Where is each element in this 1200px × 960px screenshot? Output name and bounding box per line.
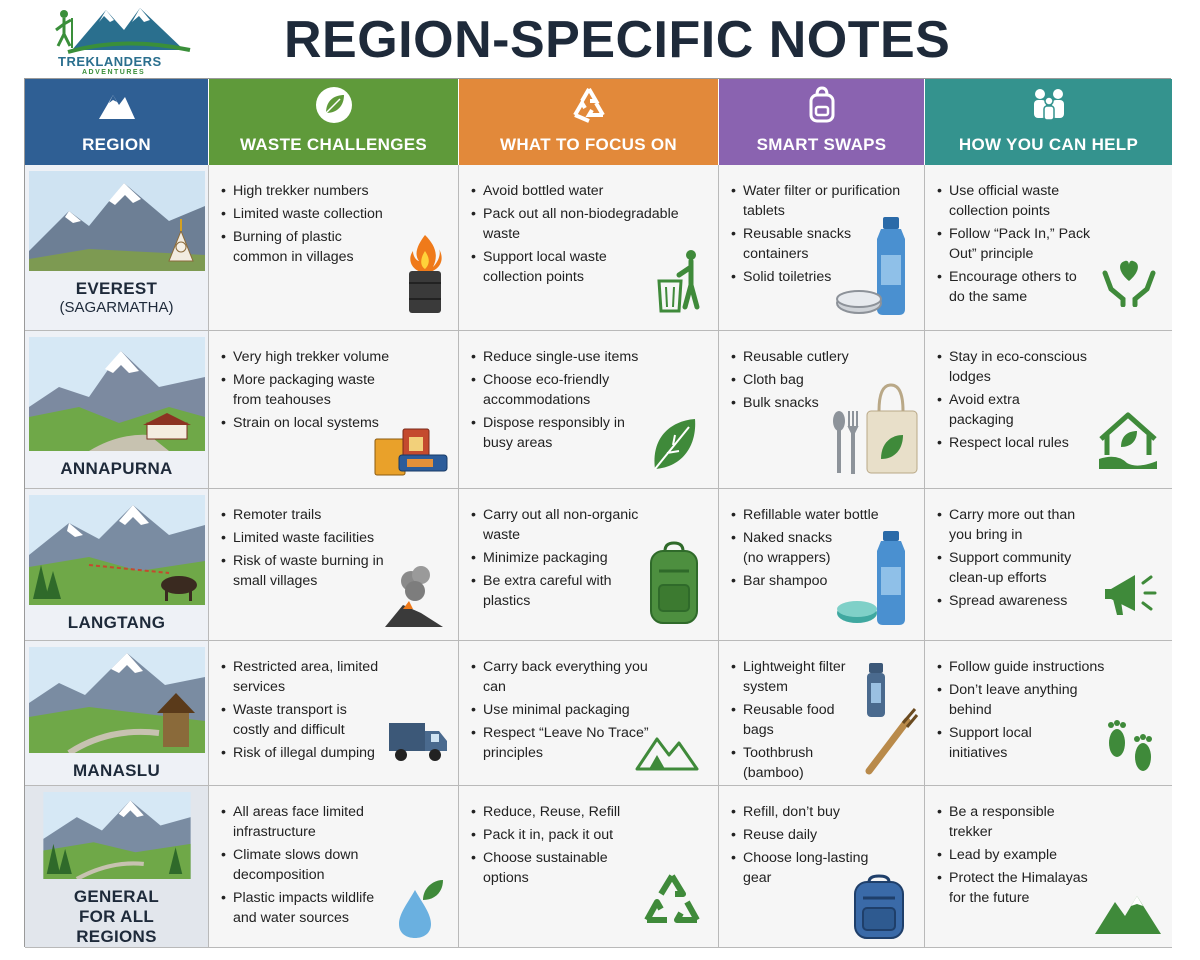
footprints-icon xyxy=(1103,713,1159,775)
water-bottle-icon xyxy=(835,215,915,319)
region-cell-annapurna xyxy=(25,331,209,489)
list-item: • Lead by example xyxy=(937,845,1162,865)
list-item: • Support local initiatives xyxy=(937,723,1057,763)
region-cell-everest xyxy=(25,165,209,331)
list-item: • All areas face limited infrastructure xyxy=(221,802,391,842)
manaslu-mountain-icon xyxy=(29,647,205,753)
list-item: • Stay in eco-conscious lodges xyxy=(937,347,1107,387)
list-item: • Water filter or purification tablets xyxy=(731,181,914,221)
help-cell-general xyxy=(925,786,1172,948)
list-item: • Dispose responsibly in busy areas xyxy=(471,413,641,453)
mountain-icon xyxy=(635,731,699,771)
list-item: • More packaging waste from teahouses xyxy=(221,370,391,410)
list-item: • Reduce, Reuse, Refill xyxy=(471,802,708,822)
list-item: • Avoid bottled water xyxy=(471,181,708,201)
list-item: • Reusable snacks containers xyxy=(731,224,871,264)
region-name-langtang: LANGTANG xyxy=(67,613,166,632)
header-region-label: REGION xyxy=(82,135,151,154)
focus-cell-annapurna xyxy=(459,331,719,489)
list-item: • Follow “Pack In,” Pack Out” principle xyxy=(937,224,1097,264)
list-item: • Be extra careful with plastics xyxy=(471,571,631,611)
list-item: • Reusable cutlery xyxy=(731,347,914,367)
list-item: • Remoter trails xyxy=(221,505,448,525)
list-item: • Toothbrush (bamboo) xyxy=(731,743,851,783)
list-item: • Don’t leave anything behind xyxy=(937,680,1107,720)
focus-cell-manaslu xyxy=(459,641,719,786)
backpack-icon xyxy=(849,874,909,940)
list-item: • Choose eco-friendly accommodations xyxy=(471,370,641,410)
focus-cell-general xyxy=(459,786,719,948)
list-item: • Reusable food bags xyxy=(731,700,851,740)
list-item: • Carry back everything you can xyxy=(471,657,651,697)
help-cell-manaslu xyxy=(925,641,1172,786)
region-name-everest: EVEREST xyxy=(75,279,158,298)
list-item: • Reuse daily xyxy=(731,825,914,845)
list-item: • Pack it in, pack it out xyxy=(471,825,708,845)
waste-cell-everest xyxy=(209,165,459,331)
list-item: • Support community clean-up efforts xyxy=(937,548,1107,588)
header-swaps xyxy=(719,79,925,165)
list-item: • Plastic impacts wildlife and water sources xyxy=(221,888,401,928)
list-item: • Naked snacks (no wrappers) xyxy=(731,528,851,568)
list-item: • Choose sustainable options xyxy=(471,848,621,888)
list-item: • Support local waste collection points xyxy=(471,247,641,287)
list-item: • Refillable water bottle xyxy=(731,505,914,525)
cutlery-cloth-bag-icon xyxy=(829,381,919,477)
header-swaps-label: SMART SWAPS xyxy=(756,135,887,154)
region-cell-general xyxy=(25,786,209,948)
hands-heart-icon xyxy=(1101,255,1157,307)
list-item: • Be a responsible trekker xyxy=(937,802,1077,842)
help-cell-langtang xyxy=(925,489,1172,641)
swaps-cell-everest xyxy=(719,165,925,331)
header-region xyxy=(25,79,209,165)
waste-cell-langtang xyxy=(209,489,459,641)
header-help-label: HOW YOU CAN HELP xyxy=(958,135,1139,154)
smoking-waste-pile-icon xyxy=(381,561,447,631)
header-waste xyxy=(209,79,459,165)
list-item: • Lightweight filter system xyxy=(731,657,851,697)
list-item: • Solid toiletries xyxy=(731,267,914,287)
list-item: • Bulk snacks xyxy=(731,393,914,413)
mountains-icon xyxy=(1093,886,1163,936)
refillable-bottle-soap-icon xyxy=(835,529,915,629)
everest-mountain-icon xyxy=(29,171,205,271)
mountain-icon xyxy=(97,85,137,125)
list-item: • Risk of waste burning in small villages xyxy=(221,551,391,591)
list-item: • Carry more out than you bring in xyxy=(937,505,1077,545)
list-item: • Follow guide instructions xyxy=(937,657,1162,677)
list-item: • Waste transport is costly and difficult xyxy=(221,700,371,740)
logo-tagline: ADVENTURES xyxy=(82,69,146,76)
list-item: • Choose long-lasting gear xyxy=(731,848,881,888)
list-item: • Burning of plastic common in villages xyxy=(221,227,381,267)
list-item: • Avoid extra packaging xyxy=(937,390,1047,430)
people-group-icon xyxy=(1029,85,1069,125)
list-item: • Respect “Leave No Trace” principles xyxy=(471,723,661,763)
waste-cell-annapurna xyxy=(209,331,459,489)
list-item: • Minimize packaging xyxy=(471,548,708,568)
focus-cell-langtang xyxy=(459,489,719,641)
logo-title: TREKLANDERS xyxy=(58,54,162,69)
backpack-icon xyxy=(802,85,842,125)
list-item: • Protect the Himalayas for the future xyxy=(937,868,1107,908)
region-subname-everest: (SAGARMATHA) xyxy=(59,299,174,316)
list-item: • Spread awareness xyxy=(937,591,1162,611)
region-name-general: GENERAL FOR ALL REGIONS xyxy=(73,887,160,946)
list-item: • Risk of illegal dumping xyxy=(221,743,448,763)
region-cell-manaslu xyxy=(25,641,209,786)
list-item: • Limited waste facilities xyxy=(221,528,448,548)
waste-cell-general xyxy=(209,786,459,948)
leaf-icon xyxy=(649,415,699,473)
burning-barrel-icon xyxy=(405,233,445,315)
list-item: • Bar shampoo xyxy=(731,571,914,591)
logo xyxy=(44,0,194,80)
list-item: • Restricted area, limited services xyxy=(221,657,401,697)
list-item: • Encourage others to do the same xyxy=(937,267,1077,307)
swaps-cell-langtang xyxy=(719,489,925,641)
list-item: • Limited waste collection xyxy=(221,204,448,224)
list-item: • Respect local rules xyxy=(937,433,1162,453)
region-name-manaslu: MANASLU xyxy=(72,761,161,780)
logo-mountain-icon xyxy=(44,0,194,56)
filter-toothbrush-icon xyxy=(859,661,919,775)
trash-bin-person-icon xyxy=(657,249,705,313)
recycle-icon xyxy=(641,872,703,930)
annapurna-mountain-icon xyxy=(29,337,205,451)
list-item: • Very high trekker volume xyxy=(221,347,448,367)
recycle-icon xyxy=(569,85,609,125)
page-title: REGION-SPECIFIC NOTES xyxy=(284,11,951,69)
list-item: • Pack out all non-biodegradable waste xyxy=(471,204,708,244)
list-item: • Refill, don’t buy xyxy=(731,802,914,822)
region-cell-langtang xyxy=(25,489,209,641)
help-cell-everest xyxy=(925,165,1172,331)
header-waste-label: WASTE CHALLENGES xyxy=(239,135,428,154)
region-name-annapurna: ANNAPURNA xyxy=(60,459,173,478)
list-item: • Reduce single-use items xyxy=(471,347,708,367)
list-item: • Cloth bag xyxy=(731,370,914,390)
header-focus-label: WHAT TO FOCUS ON xyxy=(500,135,677,154)
megaphone-icon xyxy=(1101,569,1159,621)
truck-icon xyxy=(387,719,449,763)
list-item: • Strain on local systems xyxy=(221,413,448,433)
focus-cell-everest xyxy=(459,165,719,331)
help-cell-annapurna xyxy=(925,331,1172,489)
waste-cell-manaslu xyxy=(209,641,459,786)
swaps-cell-manaslu xyxy=(719,641,925,786)
list-item: • Carry out all non-organic waste xyxy=(471,505,661,545)
swaps-cell-general xyxy=(719,786,925,948)
list-item: • High trekker numbers xyxy=(221,181,448,201)
backpack-icon xyxy=(645,541,703,627)
eco-home-icon xyxy=(1097,411,1159,473)
list-item: • Climate slows down decomposition xyxy=(221,845,371,885)
general-mountain-icon xyxy=(29,792,205,879)
swaps-cell-annapurna xyxy=(719,331,925,489)
header-focus xyxy=(459,79,719,165)
notes-table xyxy=(24,78,1171,947)
water-drop-leaf-icon xyxy=(393,876,445,940)
list-item: • Use official waste collection points xyxy=(937,181,1097,221)
leaf-icon xyxy=(314,85,354,125)
list-item: • Use minimal packaging xyxy=(471,700,708,720)
snack-packages-icon xyxy=(373,427,449,479)
header-help xyxy=(925,79,1172,165)
langtang-mountain-icon xyxy=(29,495,205,605)
